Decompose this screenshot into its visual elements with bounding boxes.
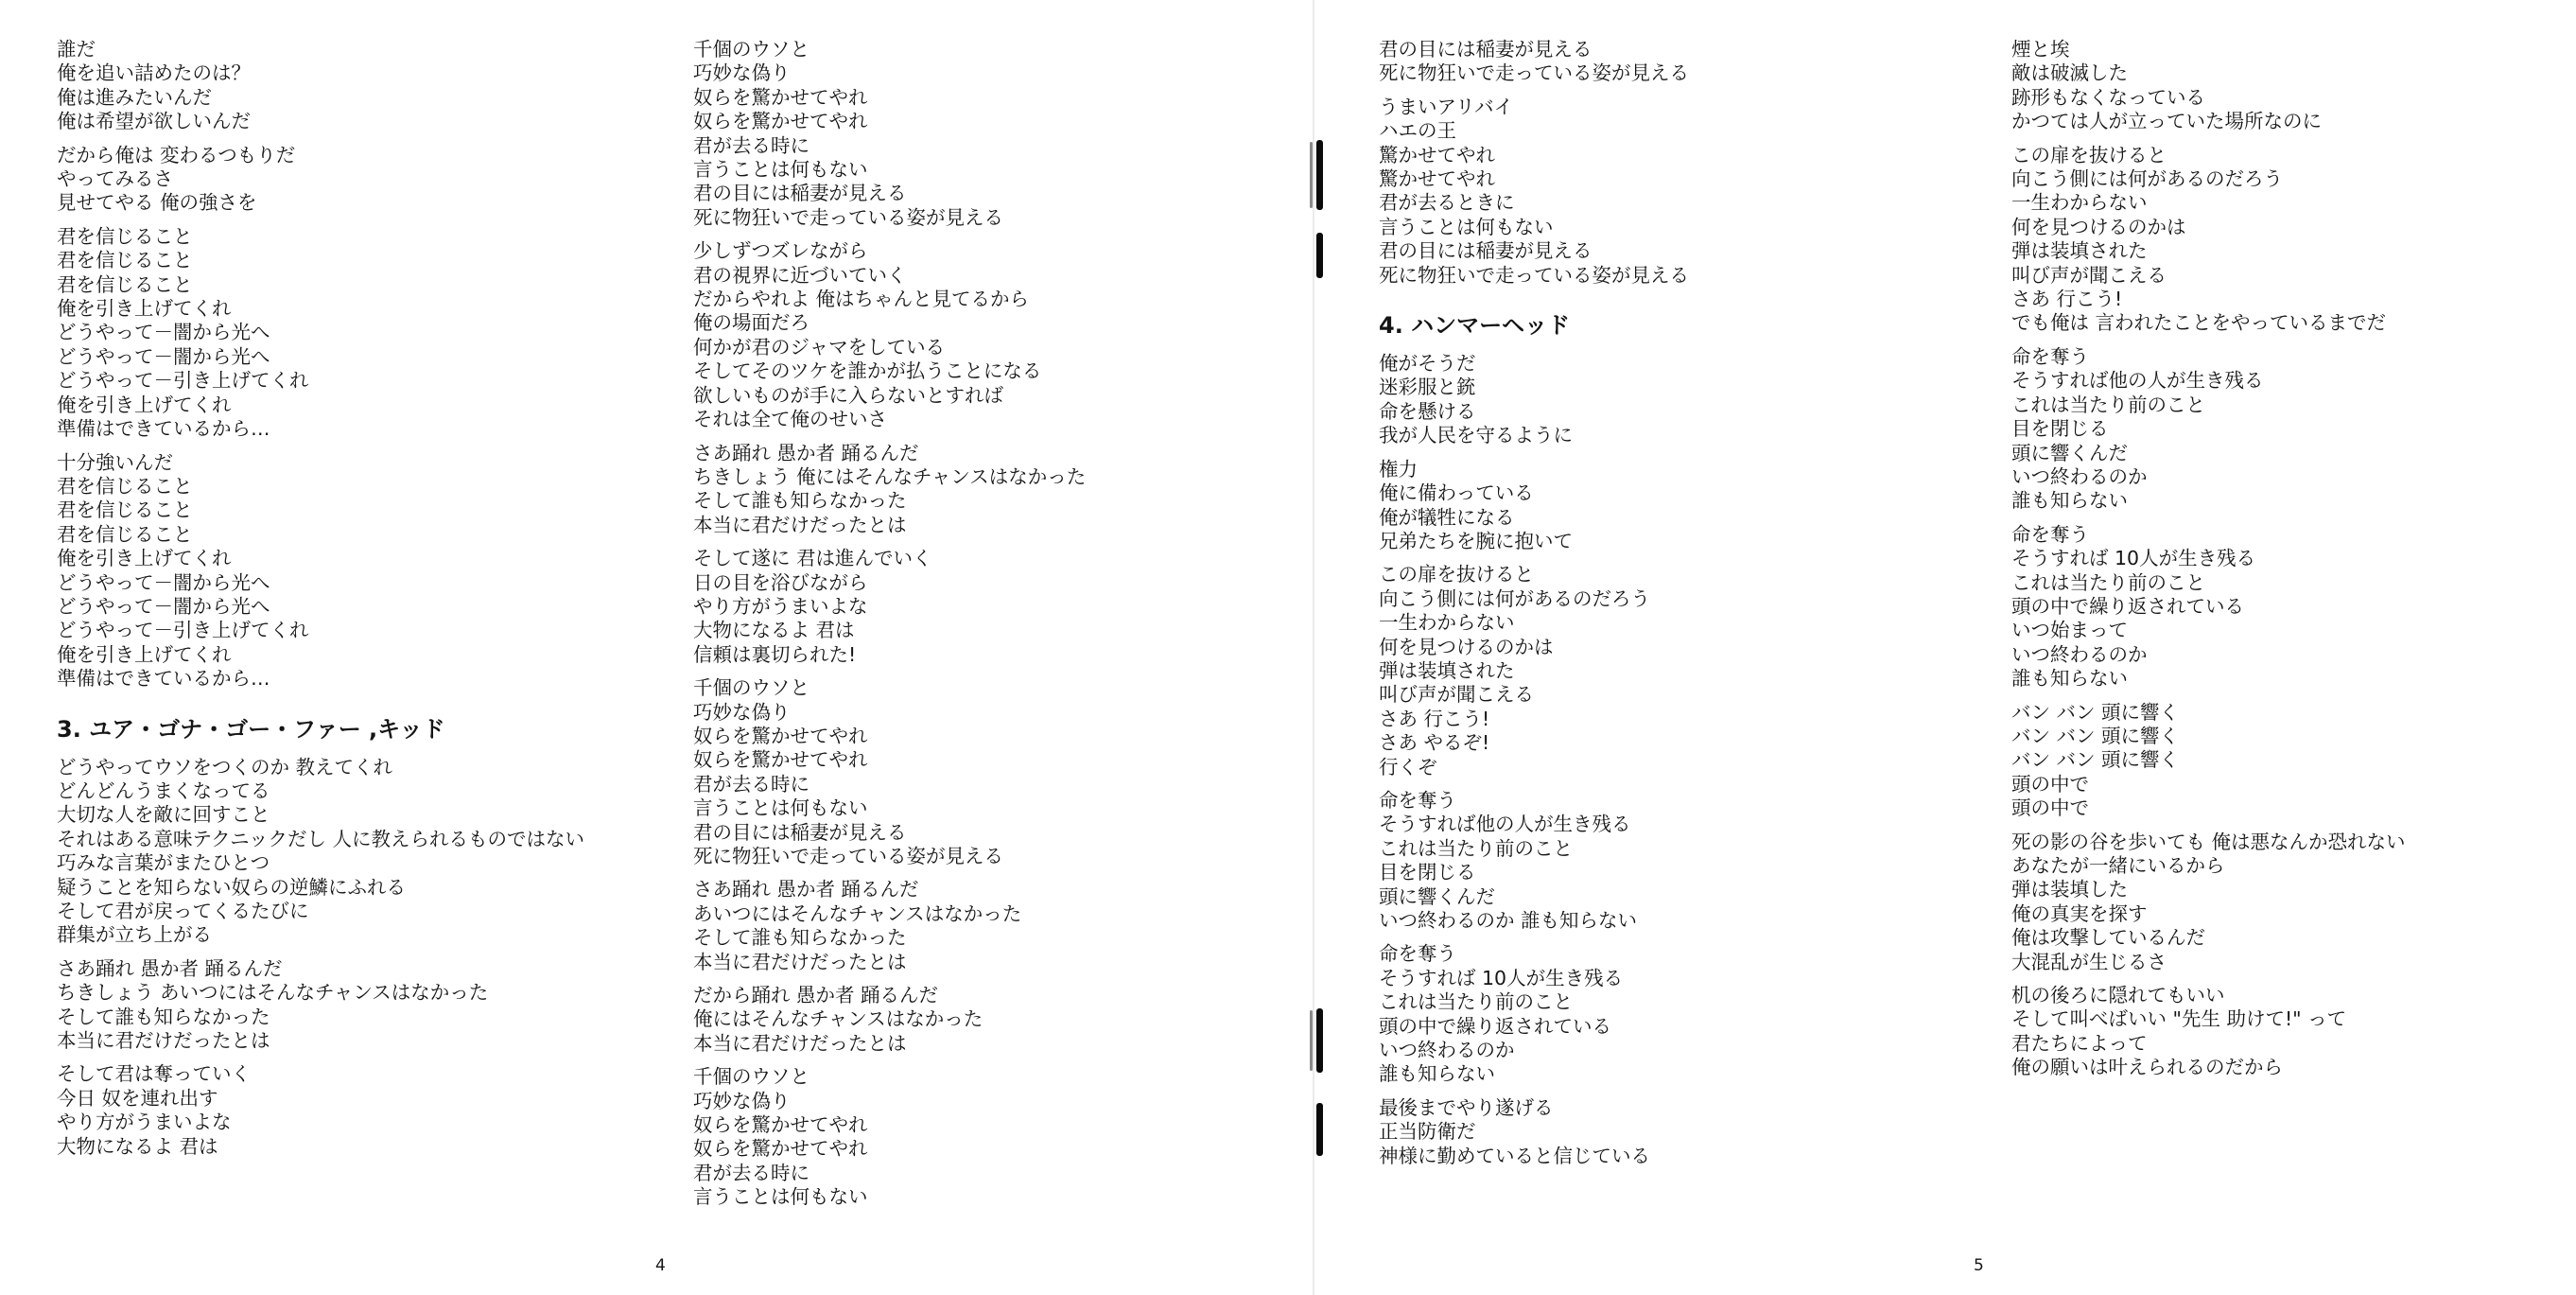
lyric-line: 千個のウソと [693,38,809,61]
lyric-line: 命を奪う [1379,942,1456,966]
lyric-line: 俺の真実を探す [2011,901,2148,925]
lyric-line: 奴らを驚かせてやれ [693,1113,868,1137]
lyric-stanza [57,1062,584,1159]
lyric-line: 頭に響くんだ [2011,441,2128,464]
lyric-line: 叫び声が聞こえる [2011,263,2167,287]
lyric-line: 目を閉じる [2011,417,2109,441]
lyric-line: 君を信じること [57,272,193,296]
lyric-line: 何かが君のジャマをしている [693,335,946,359]
lyric-line: これは当たり前のこと [1379,990,1573,1014]
lyric-line: 千個のウソと [693,1065,809,1089]
lyric-stanza [1379,352,1689,448]
lyric-line: 命を奪う [2011,522,2089,546]
lyric-line: 日の目を浴びながら [693,570,868,594]
lyric-line: 弾は装填した [2011,878,2128,901]
lyric-line: 奴らを驚かせてやれ [693,110,868,133]
lyric-line: 見せてやる 俺の強さを [57,191,257,215]
lyric-line: 千個のウソと [693,676,809,700]
lyric-line: そしてそのツケを誰かが払うことになる [693,359,1042,383]
lyric-line: 叫び声が聞こえる [1379,683,1534,707]
lyric-line: そして君は奪っていく [57,1062,251,1086]
lyric-line: 権力 [1379,457,1418,481]
lyric-line: さあ やるぞ! [1379,731,1490,755]
lyric-line: 頭の中で [2011,772,2089,796]
lyric-stanza [57,225,584,442]
lyrics-column-2 [693,38,1086,1219]
lyric-line: 言うことは何もない [693,1185,868,1209]
lyric-line: 君が去る時に [693,133,809,157]
lyric-line: 大切な人を敵に回すこと [57,803,270,827]
lyric-line: この扉を抜けると [2011,143,2167,166]
lyric-line: いつ始まって [2011,619,2128,642]
lyric-line: これは当たり前のこと [1379,836,1573,860]
lyric-line: 俺を引き上げてくれ [57,642,232,666]
lyric-line: そうすれば他の人が生き残る [1379,813,1631,836]
lyric-line: 準備はできているから… [57,417,270,441]
lyric-line: 君を信じること [57,474,193,498]
lyric-stanza [693,878,1086,974]
lyric-line: 君を信じること [57,522,193,546]
lyric-line: 誰だ [57,38,96,61]
lyric-line: 俺を引き上げてくれ [57,297,232,321]
lyric-line: 一生わからない [2011,191,2148,215]
lyric-line: どうやってウソをつくのか 教えてくれ [57,755,393,779]
lyric-line: 行くぞ [1379,755,1437,779]
lyric-line: 誰も知らない [1379,1062,1495,1086]
lyric-line: 最後までやり遂げる [1379,1095,1554,1119]
lyric-line: 向こう側には何があるのだろう [2011,167,2283,191]
lyric-line: 君の目には稲妻が見える [693,182,907,205]
lyric-line: 君の目には稲妻が見える [1379,38,1593,61]
lyric-line: ちきしょう あいつにはそんなチャンスはなかった [57,981,489,1005]
lyric-line: さあ 行こう! [2011,288,2123,311]
lyric-line: どうやって－闇から光へ [57,570,270,594]
lyric-line: いつ終わるのか [1379,1039,1515,1062]
lyric-line: 死に物狂いで走っている姿が見える [693,845,1003,867]
lyric-line: うまいアリバイ [1379,95,1514,118]
lyric-stanza [2011,831,2406,974]
lyric-line: やり方がうまいよな [693,594,868,618]
lyric-stanza [693,547,1086,667]
lyric-line: 兄弟たちを腕に抱いて [1379,529,1573,552]
lyric-stanza [693,1065,1086,1209]
lyric-stanza [693,442,1086,538]
lyric-line: 頭の中で [2011,796,2089,820]
staple-top-upper [1316,140,1323,210]
lyric-line: そして君が戻ってくるたびに [57,900,309,922]
lyric-line: 俺は進みたいんだ [57,85,212,109]
lyric-line: どうやって－闇から光へ [57,594,270,618]
lyric-line: 俺の願いは叶えられるのだから [2011,1056,2283,1079]
lyric-line: 頭に響くんだ [1379,884,1495,908]
lyric-line: 俺がそうだ [1379,352,1476,376]
lyric-line: 誰も知らない [2011,667,2128,691]
lyric-line: あいつにはそんなチャンスはなかった [693,901,1022,925]
lyric-stanza [1379,1096,1689,1168]
lyric-line: いつ終わるのか [2011,642,2148,666]
lyric-line: それは全て俺のせいさ [693,408,887,431]
lyric-line: バン バン 頭に響く [2011,748,2180,772]
lyric-line: この扉を抜けると [1379,563,1534,586]
lyric-line: バン バン 頭に響く [2011,700,2180,724]
lyric-line: あなたが一緒にいるから [2011,854,2225,877]
lyric-stanza [2011,523,2406,691]
lyric-stanza [2011,345,2406,514]
lyric-line: かつては人が立っていた場所なのに [2011,110,2322,133]
lyric-line: 俺は希望が欲しいんだ [57,110,251,133]
lyric-line: 神様に勤めていると信じている [1379,1144,1650,1167]
lyric-line: 君の目には稲妻が見える [693,820,907,844]
lyric-stanza [1379,563,1689,779]
lyric-line: だから踊れ 愚か者 踊るんだ [693,984,939,1007]
lyric-line: 奴らを驚かせてやれ [693,724,868,747]
lyric-line: バン バン 頭に響く [2011,724,2180,747]
lyric-line: 君を信じること [57,499,193,522]
lyric-stanza [2011,38,2406,134]
page-number-right: 5 [1974,1256,1984,1275]
lyric-line: どうやって－闇から光へ [57,344,270,368]
lyric-line: 巧妙な偽り [693,61,791,85]
lyric-line: 信頼は裏切られた! [693,642,857,666]
lyric-line: そうすれば他の人が生き残る [2011,369,2264,393]
lyric-line: 死の影の谷を歩いても 俺は悪なんか恐れない [2011,830,2406,853]
staple-bottom-lower [1316,1103,1323,1156]
lyric-line: 敵は破滅した [2011,61,2128,85]
lyric-stanza [1379,38,1689,86]
lyric-line: これは当たり前のこと [2011,393,2205,416]
lyric-line: だから俺は 変わるつもりだ [57,143,296,166]
lyric-line: 俺を引き上げてくれ [57,393,232,416]
lyric-line: 君を信じること [57,249,193,272]
lyric-line: ちきしょう 俺にはそんなチャンスはなかった [693,464,1087,488]
lyric-stanza [693,676,1086,868]
lyric-line: そして遂に 君は進んでいく [693,547,932,570]
lyric-line: 目を閉じる [1379,861,1476,884]
lyrics-column-3 [1379,38,1689,1178]
lyric-line: 今日 奴を連れ出す [57,1086,218,1110]
song-title: 4. ハンマーヘッド [1379,312,1571,340]
lyric-stanza [57,38,584,134]
lyric-line: 群集が立ち上がる [57,923,212,947]
lyric-line: 跡形もなくなっている [2011,85,2205,109]
lyric-line: 奴らを驚かせてやれ [693,748,868,772]
lyric-line: それはある意味テクニックだし 人に教えられるものではない [57,827,584,850]
lyric-line: 巧みな言葉がまたひとつ [57,851,270,875]
lyric-line: そして誰も知らなかった [693,926,907,950]
lyric-line: 命を奪う [1379,788,1456,812]
lyric-line: 驚かせてやれ [1379,143,1495,166]
lyric-line: だからやれよ 俺はちゃんと見てるから [693,288,1030,311]
lyric-line: やり方がうまいよな [57,1111,232,1134]
lyric-stanza [1379,96,1689,288]
lyric-line: さあ 行こう! [1379,707,1490,730]
lyric-stanza [57,144,584,216]
lyric-line: 弾は装填された [1379,658,1515,682]
lyric-line: どうやって－闇から光へ [57,321,270,344]
lyric-line: 奴らを驚かせてやれ [693,85,868,109]
lyric-line: 机の後ろに隠れてもいい [2011,984,2225,1007]
staple-bottom-upper [1316,1008,1323,1073]
lyric-line: 君を信じること [57,224,193,248]
lyric-line: 俺を引き上げてくれ [57,547,232,570]
lyric-line: 頭の中で繰り返されている [2011,594,2244,618]
lyric-line: そして叫べばいい "先生 助けて!" って [2011,1007,2347,1031]
lyric-line: 命を懸ける [1379,399,1476,423]
lyric-line: 命を奪う [2011,344,2089,368]
lyric-line: 何を見つけるのかは [1379,635,1554,658]
lyric-line: 君たちによって [2011,1031,2148,1055]
lyric-line: 俺の場面だろ [693,311,809,335]
lyric-line: 十分強いんだ [57,450,173,474]
staple-shadow [1310,1010,1313,1071]
lyric-line: 君が去るときに [1379,191,1515,215]
lyric-line: これは当たり前のこと [2011,570,2205,594]
lyric-line: 一生わからない [1379,611,1515,635]
lyric-line: 少しずつズレながら [693,239,868,263]
lyric-line: 本当に君だけだったとは [57,1029,270,1053]
lyric-line: そうすれば 10人が生き残る [2011,547,2256,570]
lyric-stanza [1379,458,1689,554]
lyrics-column-1 [57,38,584,1168]
lyric-line: 君が去る時に [693,1161,809,1184]
lyric-line: そして誰も知らなかった [57,1005,270,1028]
lyric-stanza [2011,984,2406,1080]
lyric-line: いつ終わるのか 誰も知らない [1379,909,1638,932]
lyric-line: 君の視界に近づいていく [693,263,907,287]
lyric-line: 本当に君だけだったとは [693,513,907,536]
right-page [1314,0,2576,1295]
lyric-stanza [57,957,584,1054]
lyric-line: 俺が犠牲になる [1379,505,1515,529]
lyric-line: 欲しいものが手に入らないとすれば [693,383,1003,407]
lyric-line: どんどんうまくなってる [57,779,270,802]
lyric-line: 死に物狂いで走っている姿が見える [1379,263,1689,287]
lyric-line: 奴らを驚かせてやれ [693,1137,868,1161]
lyric-line: どうやって－引き上げてくれ [57,369,309,393]
lyric-stanza [57,451,584,691]
lyric-stanza [2011,144,2406,336]
lyric-stanza [693,38,1086,230]
song-title: 3. ユア・ゴナ・ゴー・ファー ,キッド [57,715,445,743]
lyric-line: 巧妙な偽り [693,1089,791,1112]
lyric-line: 頭の中で繰り返されている [1379,1014,1611,1038]
lyric-stanza [1379,942,1689,1086]
lyric-stanza [2011,701,2406,821]
lyric-line: 俺を追い詰めたのは？ [57,61,251,85]
lyric-stanza [693,239,1086,431]
lyric-line: 本当に君だけだったとは [693,1031,907,1055]
lyrics-column-4 [2011,38,2406,1090]
lyric-line: 大物になるよ 君は [57,1134,218,1158]
lyric-line: 何を見つけるのかは [2011,215,2186,238]
lyric-line: いつ終わるのか [2011,464,2148,488]
lyric-line: 我が人民を守るように [1379,424,1573,447]
lyric-stanza [693,984,1086,1056]
lyric-line: 俺にはそんなチャンスはなかった [693,1007,983,1031]
lyric-line: 迷彩服と銃 [1379,376,1476,399]
lyric-line: 大物になるよ 君は [693,619,855,642]
lyric-line: 死に物狂いで走っている姿が見える [693,205,1003,229]
lyric-line: 弾は装填された [2011,239,2148,263]
lyric-line: さあ踊れ 愚か者 踊るんだ [57,956,283,980]
lyric-line: 大混乱が生じるさ [2011,950,2167,973]
lyric-line: 言うことは何もない [693,796,868,820]
lyric-line: 君が去る時に [693,772,809,796]
lyric-line: さあ踊れ 愚か者 踊るんだ [693,441,919,464]
lyric-line: 君の目には稲妻が見える [1379,239,1593,263]
lyric-stanza [57,756,584,948]
lyric-line: 言うことは何もない [693,158,868,182]
lyric-line: 巧妙な偽り [693,700,791,724]
lyric-line: 疑うことを知らない奴らの逆鱗にふれる [57,875,406,899]
lyric-line: どうやって－引き上げてくれ [57,619,309,642]
lyric-line: 正当防衛だ [1379,1120,1476,1144]
lyric-line: 向こう側には何があるのだろう [1379,586,1650,610]
lyric-line: でも俺は 言われたことをやっているまでだ [2011,311,2387,335]
lyric-stanza [1379,789,1689,933]
page-number-left: 4 [655,1256,666,1275]
lyric-line: 準備はできているから… [57,667,270,691]
staple-shadow [1310,142,1313,208]
lyric-line: 煙と埃 [2011,38,2070,61]
lyric-line: 言うことは何もない [1379,215,1554,238]
lyric-line: そうすれば 10人が生き残る [1379,966,1624,989]
lyric-line: 俺は攻撃しているんだ [2011,926,2205,950]
lyric-line: 驚かせてやれ [1379,167,1495,191]
lyric-line: 死に物狂いで走っている姿が見える [1379,61,1689,85]
lyric-line: 俺に備わっている [1379,481,1534,505]
lyric-line: 誰も知らない [2011,489,2128,513]
staple-top-lower [1316,233,1323,278]
lyric-line: やってみるさ [57,167,173,191]
lyric-line: さあ踊れ 愚か者 踊るんだ [693,878,919,901]
lyric-line: ハエの王 [1379,119,1456,143]
lyric-line: そして誰も知らなかった [693,489,907,513]
lyric-line: 本当に君だけだったとは [693,950,907,973]
